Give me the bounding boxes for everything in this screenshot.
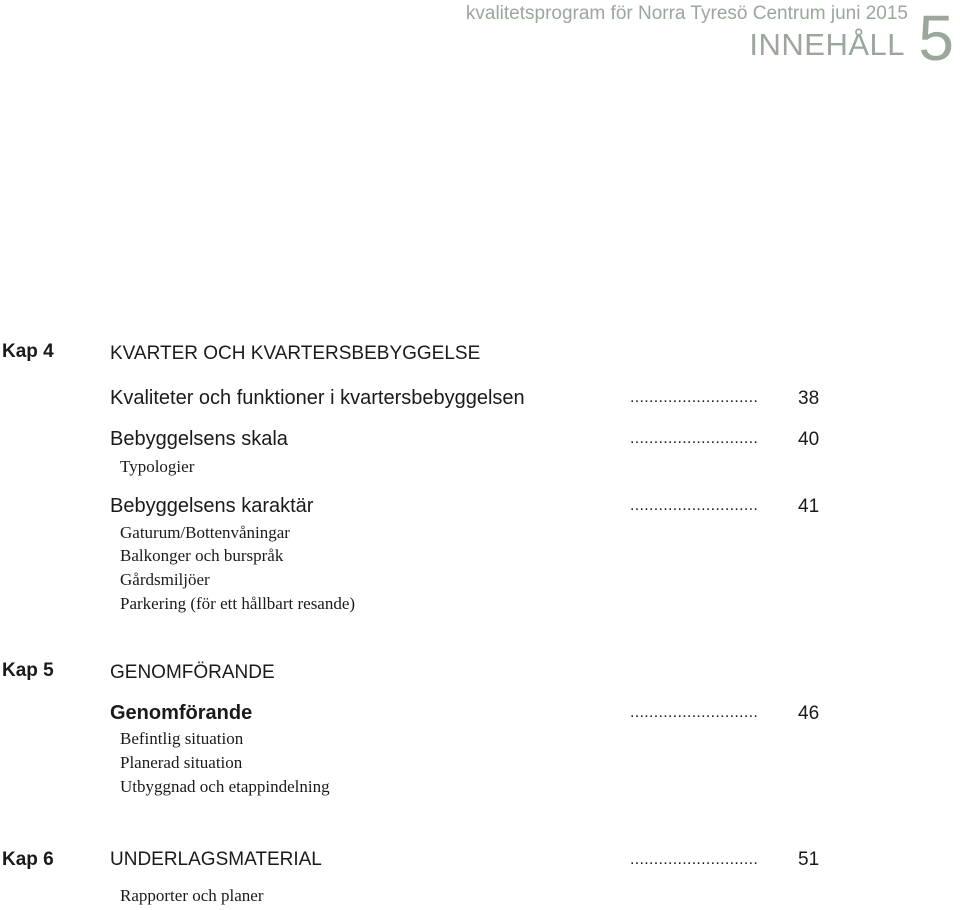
leader-dots: ........................... xyxy=(630,497,759,514)
toc-entry-kvaliteter[interactable]: Kvaliteter och funktioner i kvartersbebyggelsen xyxy=(110,387,525,409)
toc-subentry: Planerad situation xyxy=(120,753,243,772)
page-title: INNEHÅLL xyxy=(749,27,905,62)
toc-subentry: Rapporter och planer xyxy=(120,886,264,905)
chapter-title-6[interactable]: UNDERLAGSMATERIAL xyxy=(110,849,322,870)
chapter-label-5: Kap 5 xyxy=(2,660,54,681)
chapter-label-6: Kap 6 xyxy=(2,849,54,870)
toc-page-51: 51 xyxy=(798,849,820,870)
leader-dots: ........................... xyxy=(630,389,759,406)
toc-subentry: Parkering (för ett hållbart resande) xyxy=(120,594,356,613)
toc-subentry: Befintlig situation xyxy=(120,729,244,748)
leader-dots: ........................... xyxy=(630,851,759,868)
chapter-title-4: KVARTER OCH KVARTERSBEBYGGELSE xyxy=(110,343,481,364)
toc-subentry: Gårdsmiljöer xyxy=(120,570,210,589)
leader-dots: ........................... xyxy=(630,430,759,447)
toc-page-40: 40 xyxy=(798,429,820,450)
toc-subentry: Balkonger och burspråk xyxy=(120,546,284,565)
chapter-title-5: GENOMFÖRANDE xyxy=(110,662,275,683)
toc-page-46: 46 xyxy=(798,703,820,724)
toc-entry-skala[interactable]: Bebyggelsens skala xyxy=(110,428,288,450)
toc-entry-karaktar[interactable]: Bebyggelsens karaktär xyxy=(110,495,314,517)
document-subtitle: kvalitetsprogram för Norra Tyresö Centrum juni 2015 xyxy=(465,3,908,24)
toc-page-41: 41 xyxy=(798,496,820,517)
leader-dots: ........................... xyxy=(630,704,759,721)
chapter-label-4: Kap 4 xyxy=(2,341,54,362)
page-number: 5 xyxy=(918,2,954,74)
toc-subentry: Typologier xyxy=(120,457,195,476)
toc-entry-genomforande[interactable]: Genomförande xyxy=(110,702,253,724)
toc-subentry: Gaturum/Bottenvåningar xyxy=(120,523,290,542)
toc-page-38: 38 xyxy=(798,388,820,409)
toc-subentry: Utbyggnad och etappindelning xyxy=(120,777,330,796)
